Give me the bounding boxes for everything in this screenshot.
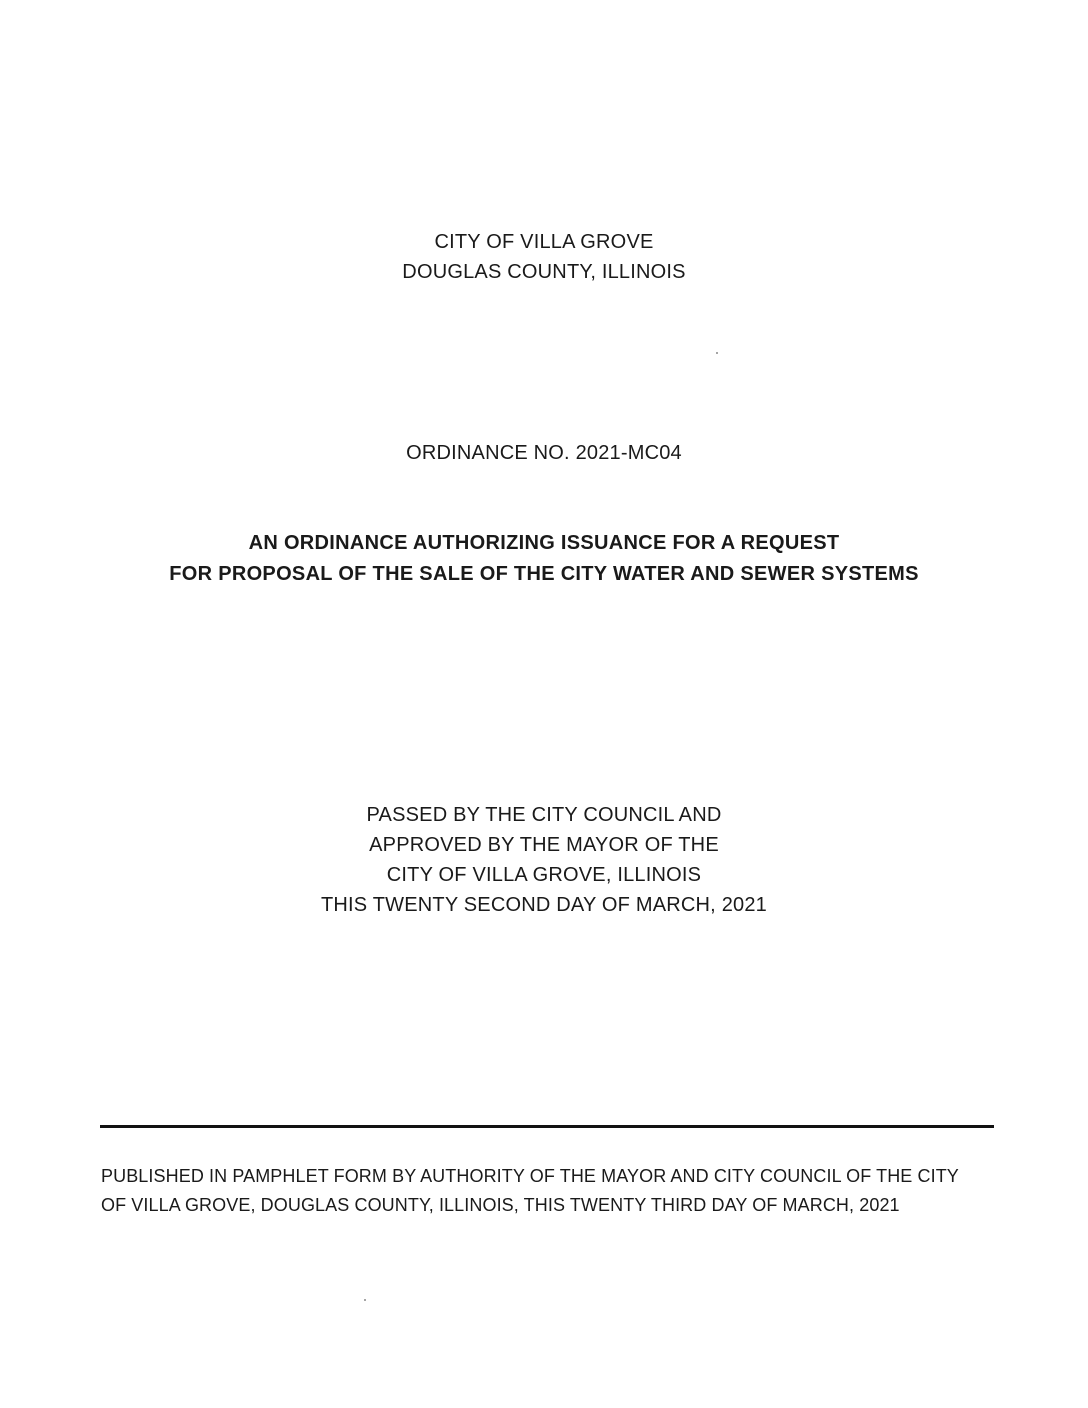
passage-line-2: APPROVED BY THE MAYOR OF THE (369, 834, 719, 856)
publication-line-2: OF VILLA GROVE, DOUGLAS COUNTY, ILLINOIS, THIS TWENTY THIRD DAY OF MARCH, 2021 (101, 1195, 900, 1215)
document-header (0, 227, 1088, 287)
ordinance-title-line-2: FOR PROPOSAL OF THE SALE OF THE CITY WATER AND SEWER SYSTEMS (169, 563, 919, 585)
horizontal-divider (100, 1125, 994, 1128)
ordinance-title (0, 528, 1088, 590)
scan-speck (716, 352, 718, 354)
ordinance-number-block (0, 438, 1088, 468)
county-name: DOUGLAS COUNTY, ILLINOIS (402, 261, 686, 283)
scan-speck (364, 1299, 366, 1301)
passage-line-1: PASSED BY THE CITY COUNCIL AND (366, 804, 722, 826)
ordinance-number: ORDINANCE NO. 2021-MC04 (406, 442, 682, 464)
passage-line-4: THIS TWENTY SECOND DAY OF MARCH, 2021 (320, 894, 767, 916)
city-name: CITY OF VILLA GROVE (434, 231, 654, 253)
passage-line-3: CITY OF VILLA GROVE, ILLINOIS (386, 864, 702, 886)
passage-statement (0, 800, 1088, 920)
publication-line-1: PUBLISHED IN PAMPHLET FORM BY AUTHORITY OF THE MAYOR AND CITY COUNCIL OF THE CITY (101, 1166, 959, 1186)
ordinance-title-line-1: AN ORDINANCE AUTHORIZING ISSUANCE FOR A REQUEST (248, 532, 840, 554)
publication-statement (101, 1162, 1001, 1220)
